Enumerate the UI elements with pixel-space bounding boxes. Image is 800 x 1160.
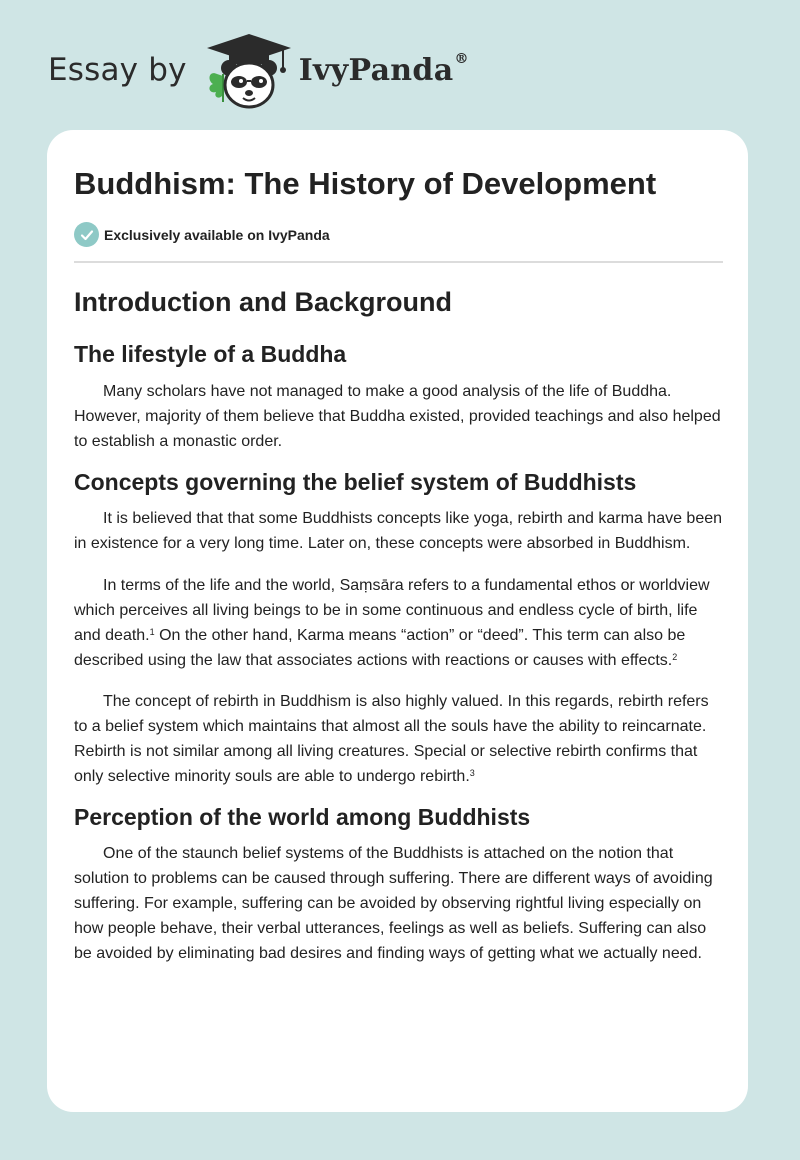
check-icon <box>74 222 99 247</box>
page-title: Buddhism: The History of Development <box>74 166 657 201</box>
document-card <box>47 130 748 1112</box>
paragraph: It is believed that that some Buddhists concepts like yoga, rebirth and karma have been in existence for a very long time. Later on, these concepts were absorbed in Buddhism. <box>74 510 723 552</box>
paragraph: In terms of the life and the world, Saṃsāra refers to a fundamental ethos or worldview which perceives all living beings to be in some continuous and endless cycle of birth, life and death.$^1$ On the other hand, Karma means “action” or “deed”. This term can also be described using the law that associates actions with reactions or causes with effects.$^2$ <box>74 577 710 669</box>
subheading-concepts: Concepts governing the belief system of Buddhists <box>74 469 637 495</box>
subheading-lifestyle: The lifestyle of a Buddha <box>74 341 347 367</box>
brand-name[interactable]: IvyPanda® <box>298 50 469 88</box>
essay-by-label: Essay by <box>48 52 187 88</box>
article-body <box>74 280 723 966</box>
subheading-perception: Perception of the world among Buddhists <box>74 804 531 830</box>
registered-mark: ® <box>454 50 469 67</box>
footnote-ref[interactable]: 3 <box>469 768 475 778</box>
site-header <box>48 30 469 110</box>
panda-graduate-icon[interactable] <box>203 30 295 110</box>
footnote-ref[interactable]: 2 <box>672 652 678 662</box>
footnote-ref[interactable]: 1 <box>149 627 155 637</box>
paragraph: The concept of rebirth in Buddhism is also highly valued. In this regards, rebirth refers to a belief system which maintains that almost all the souls have the ability to reincarnate. Rebirth is not similar among all living creatures. Special or selective rebirth confirms that only selective minority souls are able to undergo rebirth.$^3$ <box>74 693 709 785</box>
exclusive-badge <box>74 222 330 247</box>
paragraph: One of the staunch belief systems of the Buddhists is attached on the notion that solution to problems can be caused through suffering. There are different ways of avoiding suffering. For example, suffering can be avoided by observing rightful living especially on how people behave, their verbal utterances, feelings as well as beliefs. Suffering can also be avoided by eliminating bad desires and finding ways of getting what we actually need. <box>74 845 713 962</box>
section-heading-introduction: Introduction and Background <box>74 287 452 317</box>
badge-text: Exclusively available on IvyPanda <box>104 226 330 243</box>
paragraph: Many scholars have not managed to make a good analysis of the life of Buddha. However, majority of them believe that Buddha existed, provided teachings and also helped to establish a monastic order. <box>74 383 721 450</box>
title-divider <box>74 261 723 263</box>
